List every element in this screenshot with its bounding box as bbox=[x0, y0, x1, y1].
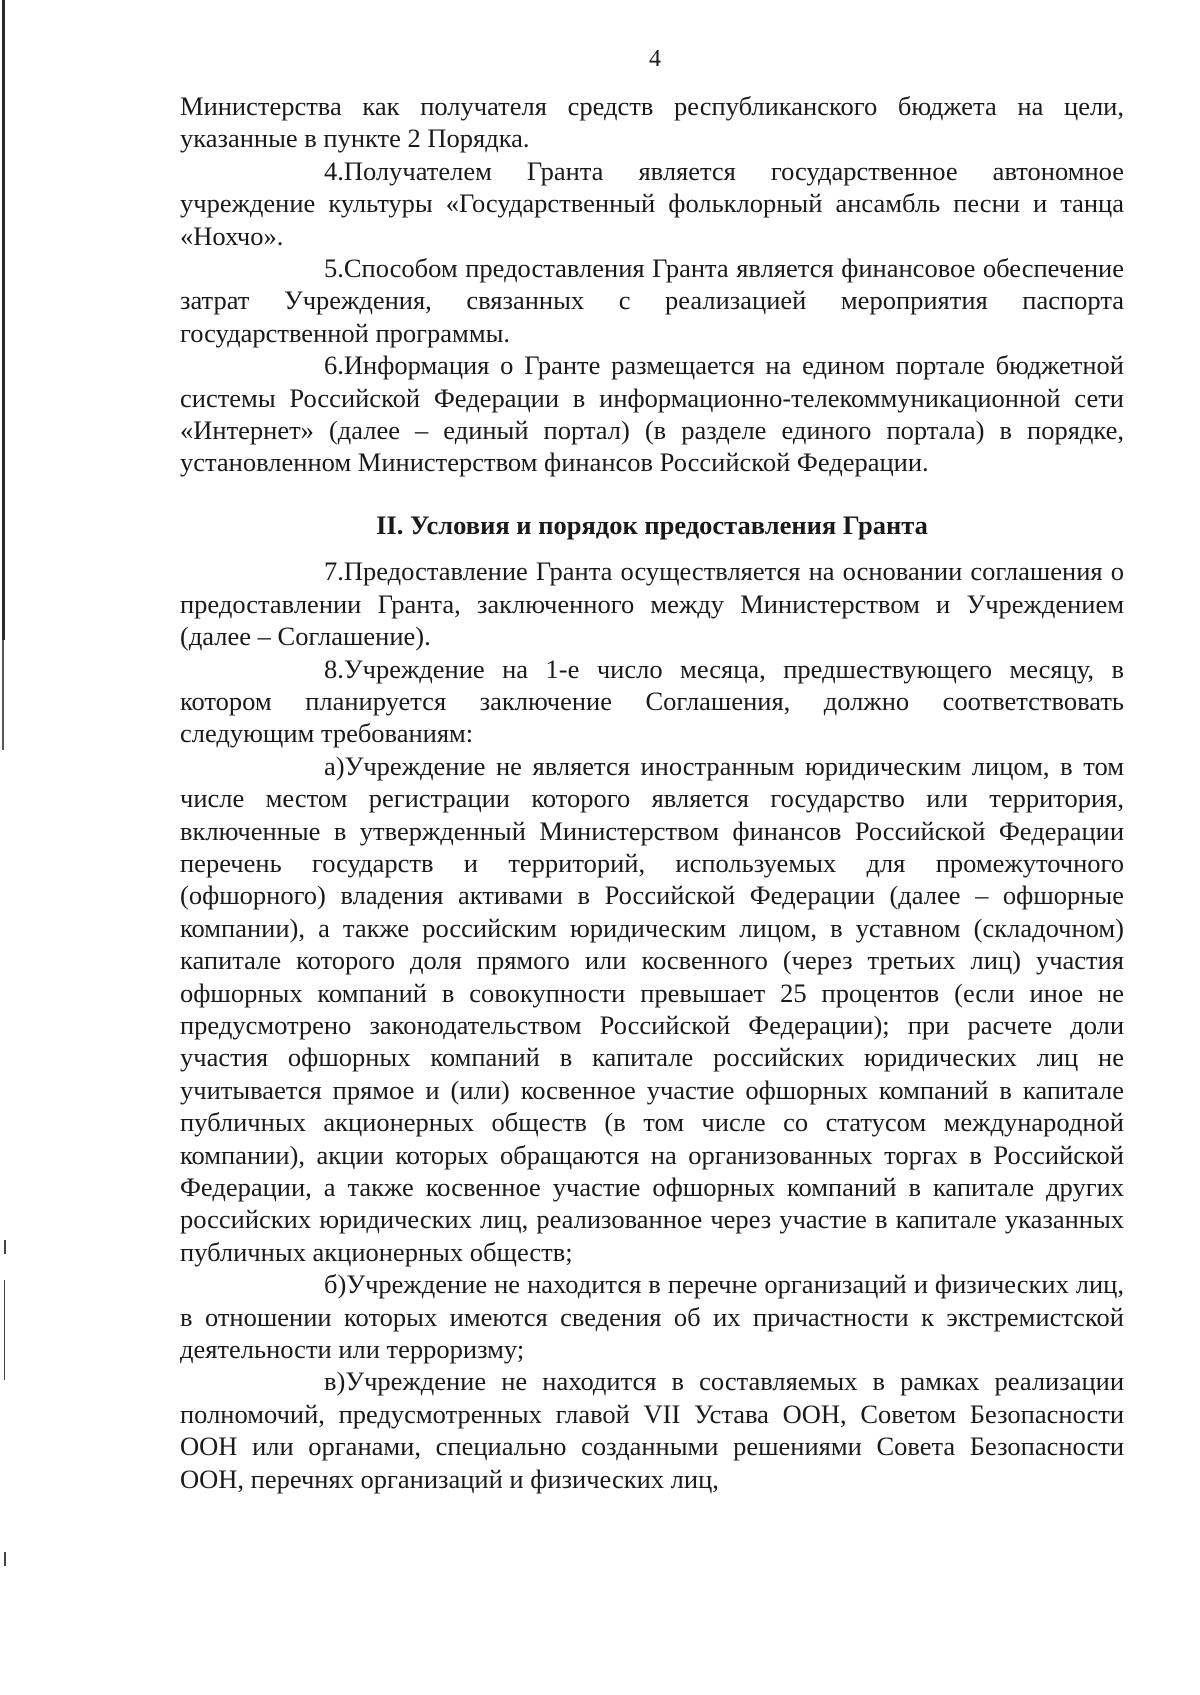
item-number: 8. bbox=[324, 653, 344, 684]
item-text: Получателем Гранта является государственное автономное учреждение культуры «Государственный фольклорный ансамбль песни и танца «Нохчо». bbox=[180, 155, 1124, 251]
paragraph-subitem-v bbox=[180, 1365, 1124, 1495]
item-text: Способом предоставления Гранта является финансовое обеспечение затрат Учреждения, связанных с реализацией мероприятия паспорта государственной программы. bbox=[180, 253, 1124, 348]
paragraph-item-4 bbox=[180, 155, 1124, 252]
scan-edge-mark bbox=[4, 1280, 5, 1380]
paragraph-subitem-b bbox=[180, 1268, 1124, 1365]
scan-edge-line bbox=[2, 0, 5, 640]
paragraph-item-5 bbox=[180, 252, 1124, 349]
item-text: Предоставление Гранта осуществляется на основании соглашения о предоставлении Гранта, заключенного между Министерством и Учреждением (далее – Соглашение). bbox=[180, 556, 1124, 652]
scan-edge-mark bbox=[4, 1552, 6, 1566]
item-number: 5. bbox=[324, 253, 344, 284]
item-text: Учреждение на 1-е число месяца, предшествующего месяцу, в котором планируется заключение Соглашения, должно соответствовать следующим требованиям: bbox=[180, 653, 1124, 749]
item-number: б) bbox=[324, 1269, 347, 1300]
item-text: Учреждение не является иностранным юридическим лицом, в том числе местом регистрации которого является государство или территория, включенные в утвержденный Министерством финансов Российской Федерации перечень государств и территорий, используемых для промежуточного (офшорного) владения активами в Российской Федерации (далее – офшорные компании), а также российским юридическим лицом, в уставном (складочном) капитале которого доля прямого или косвенного (через третьих лиц) участия офшорных компаний в совокупности превышает 25 процентов (если иное не предусмотрено законодательством Российской Федерации); при расчете доли участия офшорных компаний в капитале российских юридических лиц не учитывается прямое и (или) косвенное участие офшорных компаний в капитале публичных акционерных обществ (в том числе со статусом международной компании), акции которых обращаются на организованных торгах в Российской Федерации, а также косвенное участие офшорных компаний в капитале других российских юридических лиц, реализованное через участие в капитале указанных публичных акционерных обществ; bbox=[180, 750, 1124, 1267]
item-text: Учреждение не находится в перечне организаций и физических лиц, в отношении которых имеются сведения об их причастности к экстремистской деятельности или терроризму; bbox=[180, 1269, 1124, 1365]
scan-edge-line-lower bbox=[2, 640, 4, 750]
item-number: а) bbox=[324, 750, 345, 781]
paragraph-item-7 bbox=[180, 555, 1124, 652]
item-text: Учреждение не находится в составляемых в рамках реализации полномочий, предусмотренных главой VII Устава ООН, Советом Безопасности ООН или органами, специально созданными решениями Совета Безопасности ООН, перечнях организаций и физических лиц, bbox=[180, 1366, 1124, 1494]
paragraph-item-6 bbox=[180, 349, 1124, 479]
item-number: 6. bbox=[324, 350, 344, 381]
page-number: 4 bbox=[649, 46, 661, 72]
paragraph-continuation: Министерства как получателя средств республиканского бюджета на цели, указанные в пункте 2 Порядка. bbox=[180, 91, 1124, 154]
paragraph-item-8 bbox=[180, 653, 1124, 750]
paragraph-subitem-a bbox=[180, 750, 1124, 1269]
scan-edge-mark bbox=[4, 1240, 6, 1254]
item-number: 7. bbox=[324, 556, 344, 587]
item-number: в) bbox=[324, 1366, 346, 1397]
item-text: Информация о Гранте размещается на едином портале бюджетной системы Российской Федерации в информационно-телекоммуникационной сети «Интернет» (далее – единый портал) (в разделе единого портала) в порядке, установленном Министерством финансов Российской Федерации. bbox=[180, 350, 1124, 478]
section-heading: II. Условия и порядок предоставления Гранта bbox=[376, 509, 928, 540]
document-body bbox=[180, 90, 1124, 1495]
item-number: 4. bbox=[324, 155, 344, 186]
